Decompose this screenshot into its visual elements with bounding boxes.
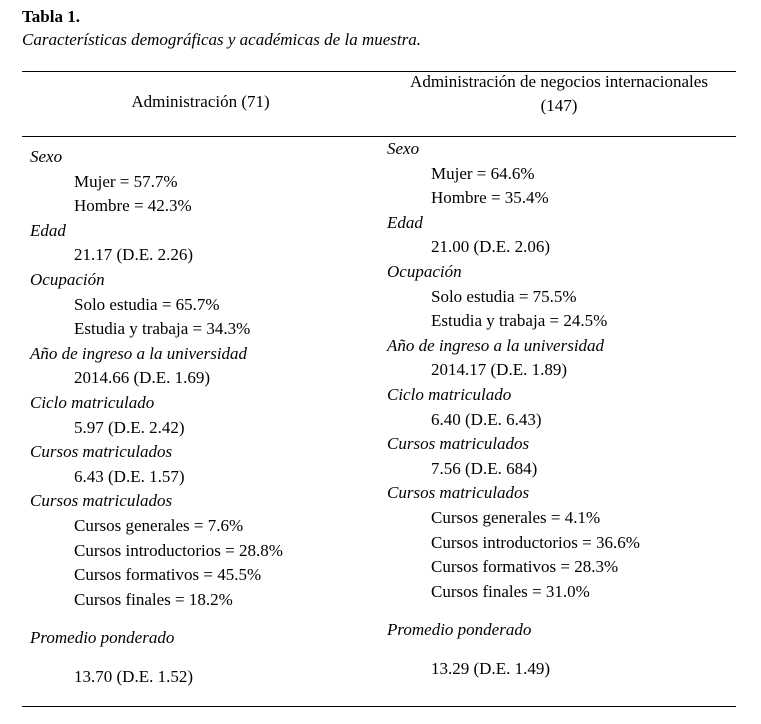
formativos-value: Cursos formativos = 28.3%	[431, 557, 619, 577]
table-title: Características demográficas y académicas de la muestra.	[22, 30, 421, 49]
header-right-line1: Administración de negocios internacionales	[410, 72, 708, 91]
ocupacion-label: Ocupación	[387, 261, 462, 281]
right-column	[387, 137, 737, 681]
finales-value: Cursos finales = 31.0%	[431, 581, 590, 601]
mujer-value: Mujer = 64.6%	[431, 163, 535, 183]
ciclo-value: 5.97 (D.E. 2.42)	[74, 417, 185, 437]
hombre-value: Hombre = 42.3%	[74, 196, 192, 216]
cursos-breakdown-label: Cursos matriculados	[387, 483, 530, 503]
edad-value: 21.00 (D.E. 2.06)	[431, 237, 550, 257]
edad-label: Edad	[387, 212, 423, 232]
ingreso-value: 2014.66 (D.E. 1.69)	[74, 368, 210, 388]
cursos-value: 6.43 (D.E. 1.57)	[74, 466, 185, 486]
introductorios-value: Cursos introductorios = 36.6%	[431, 532, 640, 552]
header-left	[22, 90, 379, 114]
promedio-label: Promedio ponderado	[387, 620, 532, 640]
promedio-value: 13.70 (D.E. 1.52)	[74, 666, 193, 686]
ingreso-label: Año de ingreso a la universidad	[30, 343, 248, 363]
ocupacion-label: Ocupación	[30, 269, 105, 289]
formativos-value: Cursos formativos = 45.5%	[74, 565, 262, 585]
ciclo-label: Ciclo matriculado	[387, 384, 512, 404]
sexo-label: Sexo	[30, 147, 63, 166]
edad-value: 21.17 (D.E. 2.26)	[74, 245, 193, 265]
promedio-value: 13.29 (D.E. 1.49)	[431, 658, 550, 678]
cursos-label: Cursos matriculados	[387, 434, 530, 454]
header-right	[382, 70, 736, 118]
estudia-trabaja-value: Estudia y trabaja = 34.3%	[74, 319, 251, 339]
finales-value: Cursos finales = 18.2%	[74, 589, 233, 609]
ciclo-value: 6.40 (D.E. 6.43)	[431, 409, 542, 429]
sexo-label: Sexo	[387, 139, 420, 158]
generales-value: Cursos generales = 7.6%	[74, 515, 244, 535]
ciclo-label: Ciclo matriculado	[30, 392, 155, 412]
cursos-label: Cursos matriculados	[30, 442, 173, 462]
header-left-label: Administración (71)	[131, 92, 270, 111]
solo-estudia-value: Solo estudia = 75.5%	[431, 286, 577, 306]
ingreso-value: 2014.17 (D.E. 1.89)	[431, 360, 567, 380]
table-number: Tabla 1.	[22, 7, 80, 26]
left-column	[30, 145, 370, 689]
solo-estudia-value: Solo estudia = 65.7%	[74, 294, 220, 314]
edad-label: Edad	[30, 220, 66, 240]
generales-value: Cursos generales = 4.1%	[431, 507, 601, 527]
introductorios-value: Cursos introductorios = 28.8%	[74, 540, 283, 560]
cursos-breakdown-label: Cursos matriculados	[30, 491, 173, 511]
header-right-line2: (147)	[540, 96, 578, 115]
hombre-value: Hombre = 35.4%	[431, 188, 549, 208]
ingreso-label: Año de ingreso a la universidad	[387, 335, 605, 355]
promedio-label: Promedio ponderado	[30, 628, 175, 648]
cursos-value: 7.56 (D.E. 684)	[431, 458, 538, 478]
mujer-value: Mujer = 57.7%	[74, 171, 178, 191]
estudia-trabaja-value: Estudia y trabaja = 24.5%	[431, 311, 608, 331]
bottom-rule	[22, 706, 736, 707]
